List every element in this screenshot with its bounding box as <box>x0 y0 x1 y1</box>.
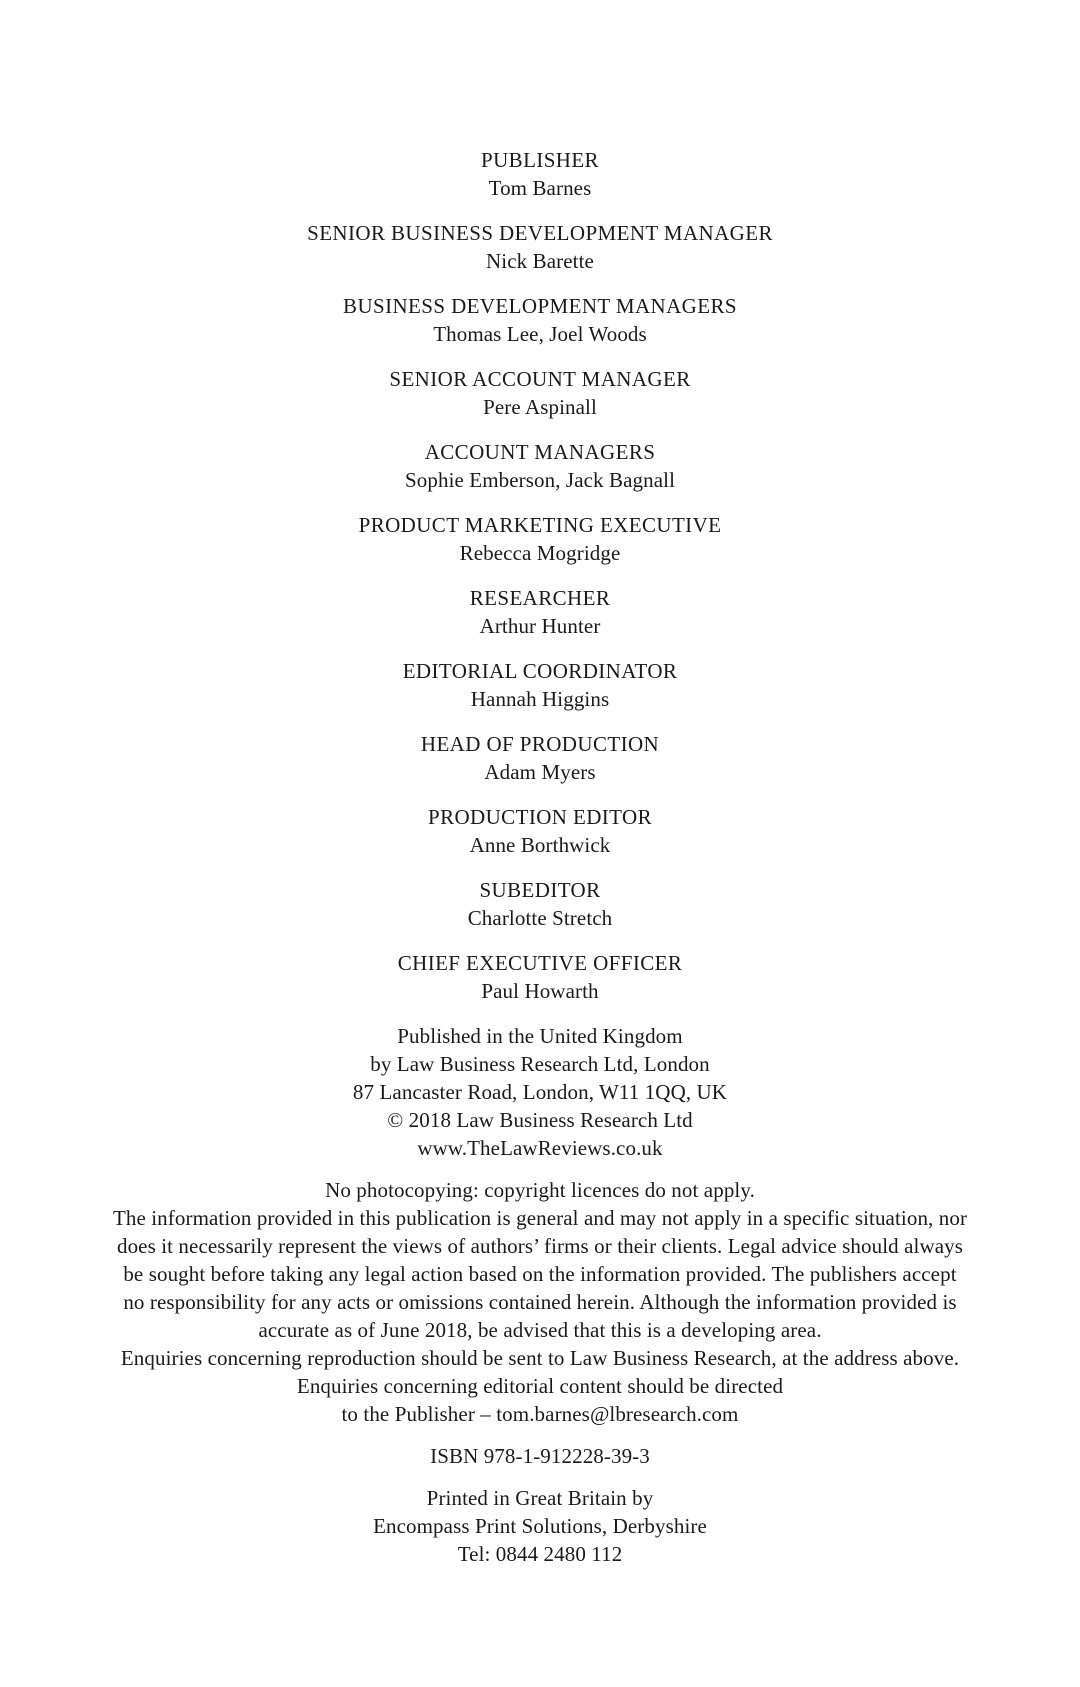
printer-phone: Tel: 0844 2480 112 <box>457 1542 623 1566</box>
credit-title: SUBEDITOR <box>479 878 601 902</box>
credit-name: Anne Borthwick <box>469 833 611 857</box>
credit-title: PUBLISHER <box>481 148 599 172</box>
credit-title: PRODUCTION EDITOR <box>428 805 652 829</box>
disclaimer-line: does it necessarily represent the views of authors’ firms or their clients. Legal advice should always <box>116 1234 964 1258</box>
credit-name: Paul Howarth <box>481 979 599 1003</box>
disclaimer-line: be sought before taking any legal action based on the information provided. The publishers accept <box>123 1262 957 1286</box>
printer-name: Encompass Print Solutions, Derbyshire <box>373 1514 707 1538</box>
disclaimer-line: No photocopying: copyright licences do not apply. <box>325 1178 755 1202</box>
credit-researcher <box>60 584 1020 640</box>
printer-line: Printed in Great Britain by <box>426 1486 654 1510</box>
credit-name: Charlotte Stretch <box>467 906 613 930</box>
credit-title: CHIEF EXECUTIVE OFFICER <box>397 951 683 975</box>
credit-account-managers <box>60 438 1020 494</box>
disclaimer-line: Enquiries concerning reproduction should be sent to Law Business Research, at the address above. <box>120 1346 960 1370</box>
credit-name: Nick Barette <box>486 249 594 273</box>
credit-publisher <box>60 146 1020 202</box>
credit-senior-business-development-manager <box>60 219 1020 275</box>
credit-business-development-managers <box>60 292 1020 348</box>
credit-chief-executive-officer <box>60 949 1020 1005</box>
credit-name: Hannah Higgins <box>470 687 610 711</box>
credit-name: Pere Aspinall <box>483 395 597 419</box>
credit-title: HEAD OF PRODUCTION <box>420 732 660 756</box>
credit-title: ACCOUNT MANAGERS <box>424 440 656 464</box>
credit-name: Sophie Emberson, Jack Bagnall <box>404 468 675 492</box>
disclaimer-line: no responsibility for any acts or omissions contained herein. Although the information provided is <box>123 1290 957 1314</box>
disclaimer-line: accurate as of June 2018, be advised that this is a developing area. <box>258 1318 822 1342</box>
credit-head-of-production <box>60 730 1020 786</box>
credit-title: PRODUCT MARKETING EXECUTIVE <box>358 513 722 537</box>
publication-details <box>60 1022 1020 1162</box>
copyright-notice: © 2018 Law Business Research Ltd <box>387 1108 693 1132</box>
publication-line: Published in the United Kingdom <box>397 1024 683 1048</box>
credit-title: EDITORIAL COORDINATOR <box>402 659 678 683</box>
credit-senior-account-manager <box>60 365 1020 421</box>
credit-product-marketing-executive <box>60 511 1020 567</box>
credit-subeditor <box>60 876 1020 932</box>
legal-disclaimer <box>60 1176 1020 1428</box>
credit-title: SENIOR BUSINESS DEVELOPMENT MANAGER <box>307 221 773 245</box>
credit-name: Arthur Hunter <box>479 614 601 638</box>
website-url: www.TheLawReviews.co.uk <box>417 1136 663 1160</box>
isbn-number: ISBN 978-1-912228-39-3 <box>430 1444 650 1468</box>
credit-name: Rebecca Mogridge <box>459 541 621 565</box>
printer-details <box>60 1484 1020 1568</box>
publication-line: by Law Business Research Ltd, London <box>370 1052 710 1076</box>
isbn <box>60 1442 1020 1470</box>
disclaimer-line: Enquiries concerning editorial content should be directed <box>296 1374 784 1398</box>
credit-production-editor <box>60 803 1020 859</box>
credit-title: SENIOR ACCOUNT MANAGER <box>389 367 691 391</box>
credit-name: Adam Myers <box>484 760 596 784</box>
credit-title: BUSINESS DEVELOPMENT MANAGERS <box>343 294 737 318</box>
disclaimer-line: The information provided in this publication is general and may not apply in a specific situation, nor <box>112 1206 968 1230</box>
imprint-content <box>60 146 1020 1582</box>
credit-editorial-coordinator <box>60 657 1020 713</box>
credit-name: Tom Barnes <box>488 176 592 200</box>
credit-name: Thomas Lee, Joel Woods <box>433 322 647 346</box>
credit-title: RESEARCHER <box>469 586 611 610</box>
disclaimer-line: to the Publisher – tom.barnes@lbresearch.com <box>341 1402 739 1426</box>
publication-address: 87 Lancaster Road, London, W11 1QQ, UK <box>352 1080 728 1104</box>
